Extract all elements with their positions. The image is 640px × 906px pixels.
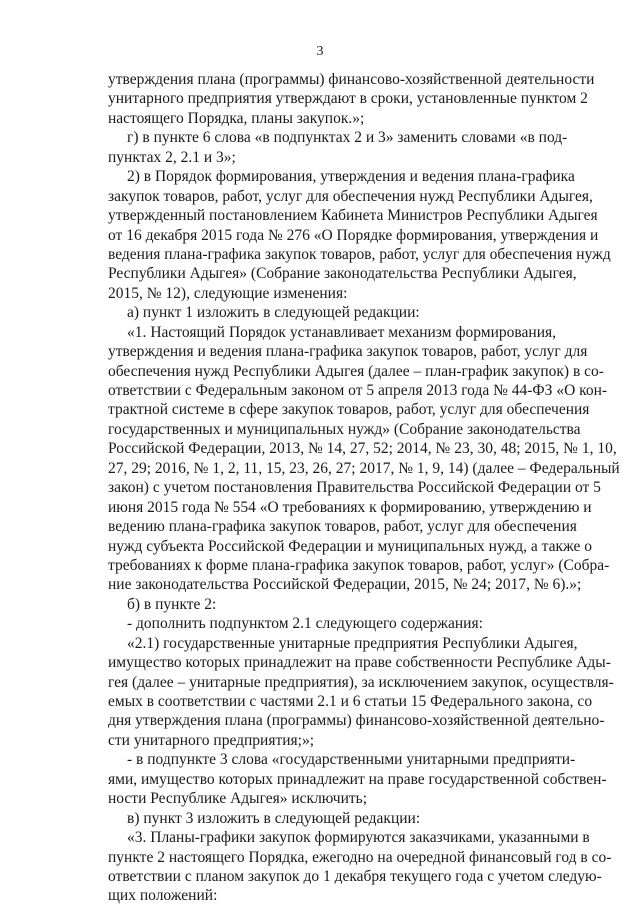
text-line: ности Республике Адыгея» исключить; (108, 790, 368, 808)
paragraph (108, 750, 607, 808)
text-line: а) пункт 1 изложить в следующей редакции: (127, 304, 420, 322)
text-line: сти унитарного предприятия;»; (108, 731, 315, 749)
paragraph (108, 614, 556, 633)
text-line: - дополнить подпунктом 2.1 следующего содержания: (127, 615, 483, 633)
text-line: закупок товаров, работ, услуг для обеспечения нужд Республики Адыгея, (108, 187, 593, 205)
text-line: обеспечения нужд Республики Адыгея (далее – план-график закупок) в со- (108, 362, 604, 380)
paragraph (108, 595, 556, 614)
text-line: «2.1) государственные унитарные предприятия Республики Адыгея, (127, 634, 578, 652)
paragraph (108, 634, 614, 751)
paragraph (108, 828, 612, 906)
text-line: ответствии с планом закупок до 1 декабря текущего года с учетом следую- (108, 867, 602, 885)
text-line: Российской Федерации, 2013, № 14, 27, 52; 2014, № 23, 30, 48; 2015, № 1, 10, (108, 440, 617, 458)
text-line: «3. Планы-графики закупок формируются заказчиками, указанными в (127, 829, 590, 847)
text-line: утвержденный постановлением Кабинета Министров Республики Адыгея (108, 207, 598, 225)
text-line: унитарного предприятия утверждают в сроки, установленные пунктом 2 (108, 90, 588, 108)
text-line: пункте 2 настоящего Порядка, ежегодно на очередной финансовый год в со- (108, 848, 612, 866)
paragraph (108, 809, 556, 828)
text-line: государственных и муниципальных нужд» (Собрание законодательства (108, 420, 581, 438)
text-line: г) в пункте 6 слова «в подпунктах 2 и 3» заменить словами «в под- (127, 129, 568, 147)
text-line: настоящего Порядка, планы закупок.»; (108, 109, 365, 127)
page-number: 3 (316, 44, 324, 59)
text-line: 2) в Порядок формирования, утверждения и ведения плана-графика (127, 168, 575, 186)
paragraph (108, 167, 611, 303)
paragraph (108, 70, 595, 128)
text-line: трактной системе в сфере закупок товаров, работ, услуг для обеспечения (108, 401, 590, 419)
text-line: б) в пункте 2: (127, 595, 217, 613)
text-line: гея (далее – унитарные предприятия), за исключением закупок, осуществля- (108, 673, 614, 691)
text-line: требованиях к форме плана-графика закупок товаров, работ, услуг» (Собра- (108, 556, 610, 574)
text-line: ями, имущество которых принадлежит на праве государственной собствен- (108, 770, 607, 788)
text-line: нужд субъекта Российской Федерации и муниципальных нужд, а также о (108, 537, 592, 555)
text-line: ведению плана-графика закупок товаров, работ, услуг для обеспечения (108, 518, 577, 536)
text-line: 2015, № 12), следующие изменения: (108, 284, 348, 302)
text-line: июня 2015 года № 554 «О требованиях к формированию, утверждению и (108, 498, 592, 516)
paragraph (108, 128, 568, 167)
text-line: ведения плана-графика закупок товаров, работ, услуг для обеспечения нужд (108, 245, 611, 263)
text-line: пунктах 2, 2.1 и 3»; (108, 148, 236, 166)
text-line: утверждения и ведения плана-графика закупок товаров, работ, услуг для (108, 343, 588, 361)
text-line: щих положений: (108, 887, 218, 905)
text-line: в) пункт 3 изложить в следующей редакции: (127, 809, 421, 827)
text-line: имущество которых принадлежит на праве собственности Республике Ады- (108, 654, 611, 672)
text-line: ние законодательства Российской Федерации, 2015, № 24; 2017, № 6).»; (108, 576, 582, 594)
text-line: ответствии с Федеральным законом от 5 апреля 2013 года № 44-ФЗ «О кон- (108, 382, 608, 399)
document-body (108, 70, 620, 906)
text-line: - в подпункте 3 слова «государственными унитарными предприяти- (127, 751, 576, 769)
paragraph (108, 323, 620, 595)
text-line: закон) с учетом постановления Правительства Российской Федерации от 5 (108, 479, 601, 497)
text-line: Республики Адыгея» (Собрание законодательства Республики Адыгея, (108, 265, 577, 283)
text-line: емых в соответствии с частями 2.1 и 6 статьи 15 Федерального закона, со (108, 693, 593, 710)
text-line: «1. Настоящий Порядок устанавливает механизм формирования, (127, 323, 556, 341)
text-line: от 16 декабря 2015 года № 276 «О Порядке формирования, утверждения и (108, 226, 599, 244)
text-line: утверждения плана (программы) финансово-хозяйственной деятельности (108, 71, 595, 88)
text-line: 27, 29; 2016, № 1, 2, 11, 15, 23, 26, 27; 2017, № 1, 9, 14) (далее – Федеральный (108, 459, 620, 477)
paragraph (108, 303, 556, 322)
text-line: дня утверждения плана (программы) финансово-хозяйственной деятельно- (108, 712, 605, 730)
